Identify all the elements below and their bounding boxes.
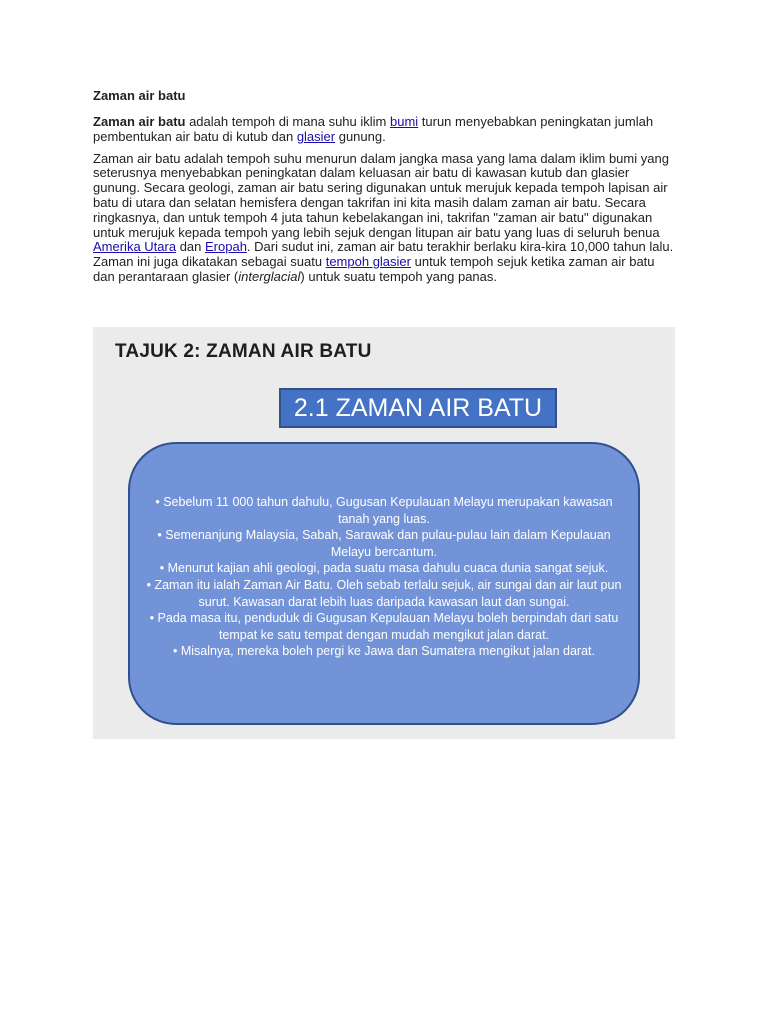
slide-heading: TAJUK 2: ZAMAN AIR BATU xyxy=(115,341,372,362)
bullet-list xyxy=(146,494,622,660)
bullet-item: • Zaman itu ialah Zaman Air Batu. Oleh sebab terlalu sejuk, air sungai dan air laut pun surut. Kawasan darat lebih luas daripada kawasan laut dan sungai. xyxy=(146,577,622,609)
bullet-item: • Pada masa itu, penduduk di Gugusan Kepulauan Melayu boleh berpindah dari satu tempat ke satu tempat dengan mudah mengikut jalan darat. xyxy=(149,611,619,642)
italic-term: interglacial xyxy=(238,268,301,284)
bullet-item: • Semenanjung Malaysia, Sabah, Sarawak dan pulau-pulau lain dalam Kepulauan Melayu bercantum. xyxy=(157,528,611,559)
text-segment: Zaman air batu adalah tempoh suhu menurun dalam jangka masa yang lama dalam iklim bumi yang seterusnya menyebabkan peningkatan dalam keluasan air batu di kawasan kutub dan glasier gunung. Secara geologi, zaman air batu sering digunakan untuk merujuk kepada tempoh lapisan air batu di utara dan selatan hemisfera dengan takrifan ini kita masih dalam zaman air batu. Secara ringkasnya, dan untuk tempoh 4 juta tahun kebelakangan ini, takrifan "zaman air batu" digunakan untuk merujuk kepada tempoh yang lebih sejuk dengan litupan air batu yang luas di seluruh benua xyxy=(93,150,669,240)
text-segment: gunung. xyxy=(335,128,386,144)
link-glasier[interactable]: glasier xyxy=(296,128,336,144)
text-segment: ) untuk suatu tempoh yang panas. xyxy=(300,268,497,284)
link-bumi[interactable]: bumi xyxy=(389,114,419,129)
slide-subtitle-box: 2.1 ZAMAN AIR BATU xyxy=(279,388,557,428)
text-segment: . Dari sudut ini, zaman air batu terakhir berlaku kira-kira 10,000 tahun lalu. Zaman ini juga dikatakan sebagai suatu xyxy=(93,239,674,270)
link-eropah[interactable]: Eropah xyxy=(205,239,247,255)
document-body xyxy=(93,88,678,292)
bullet-item: • Misalnya, mereka boleh pergi ke Jawa dan Sumatera mengikut jalan darat. xyxy=(173,644,595,659)
intro-paragraph xyxy=(93,115,678,145)
link-amerika-utara[interactable]: Amerika Utara xyxy=(93,239,177,255)
slide-content-panel xyxy=(128,442,640,725)
bold-term: Zaman air batu xyxy=(93,114,186,129)
link-tempoh-glasier[interactable]: tempoh glasier xyxy=(325,254,411,270)
bullet-item: • Menurut kajian ahli geologi, pada suatu masa dahulu cuaca dunia sangat sejuk. xyxy=(159,561,609,576)
text-segment: untuk tempoh sejuk ketika zaman air batu dan perantaraan glasier ( xyxy=(93,254,655,284)
text-segment: dan xyxy=(176,239,205,255)
slide-image xyxy=(93,327,675,739)
text-segment: adalah tempoh di mana suhu iklim xyxy=(185,114,390,129)
text-segment: turun menyebabkan peningkatan jumlah pembentukan air batu di kutub dan xyxy=(93,114,654,144)
detail-paragraph xyxy=(93,152,678,285)
document-title: Zaman air batu xyxy=(93,88,186,103)
bullet-item: • Sebelum 11 000 tahun dahulu, Gugusan Kepulauan Melayu merupakan kawasan tanah yang luas. xyxy=(155,495,613,526)
